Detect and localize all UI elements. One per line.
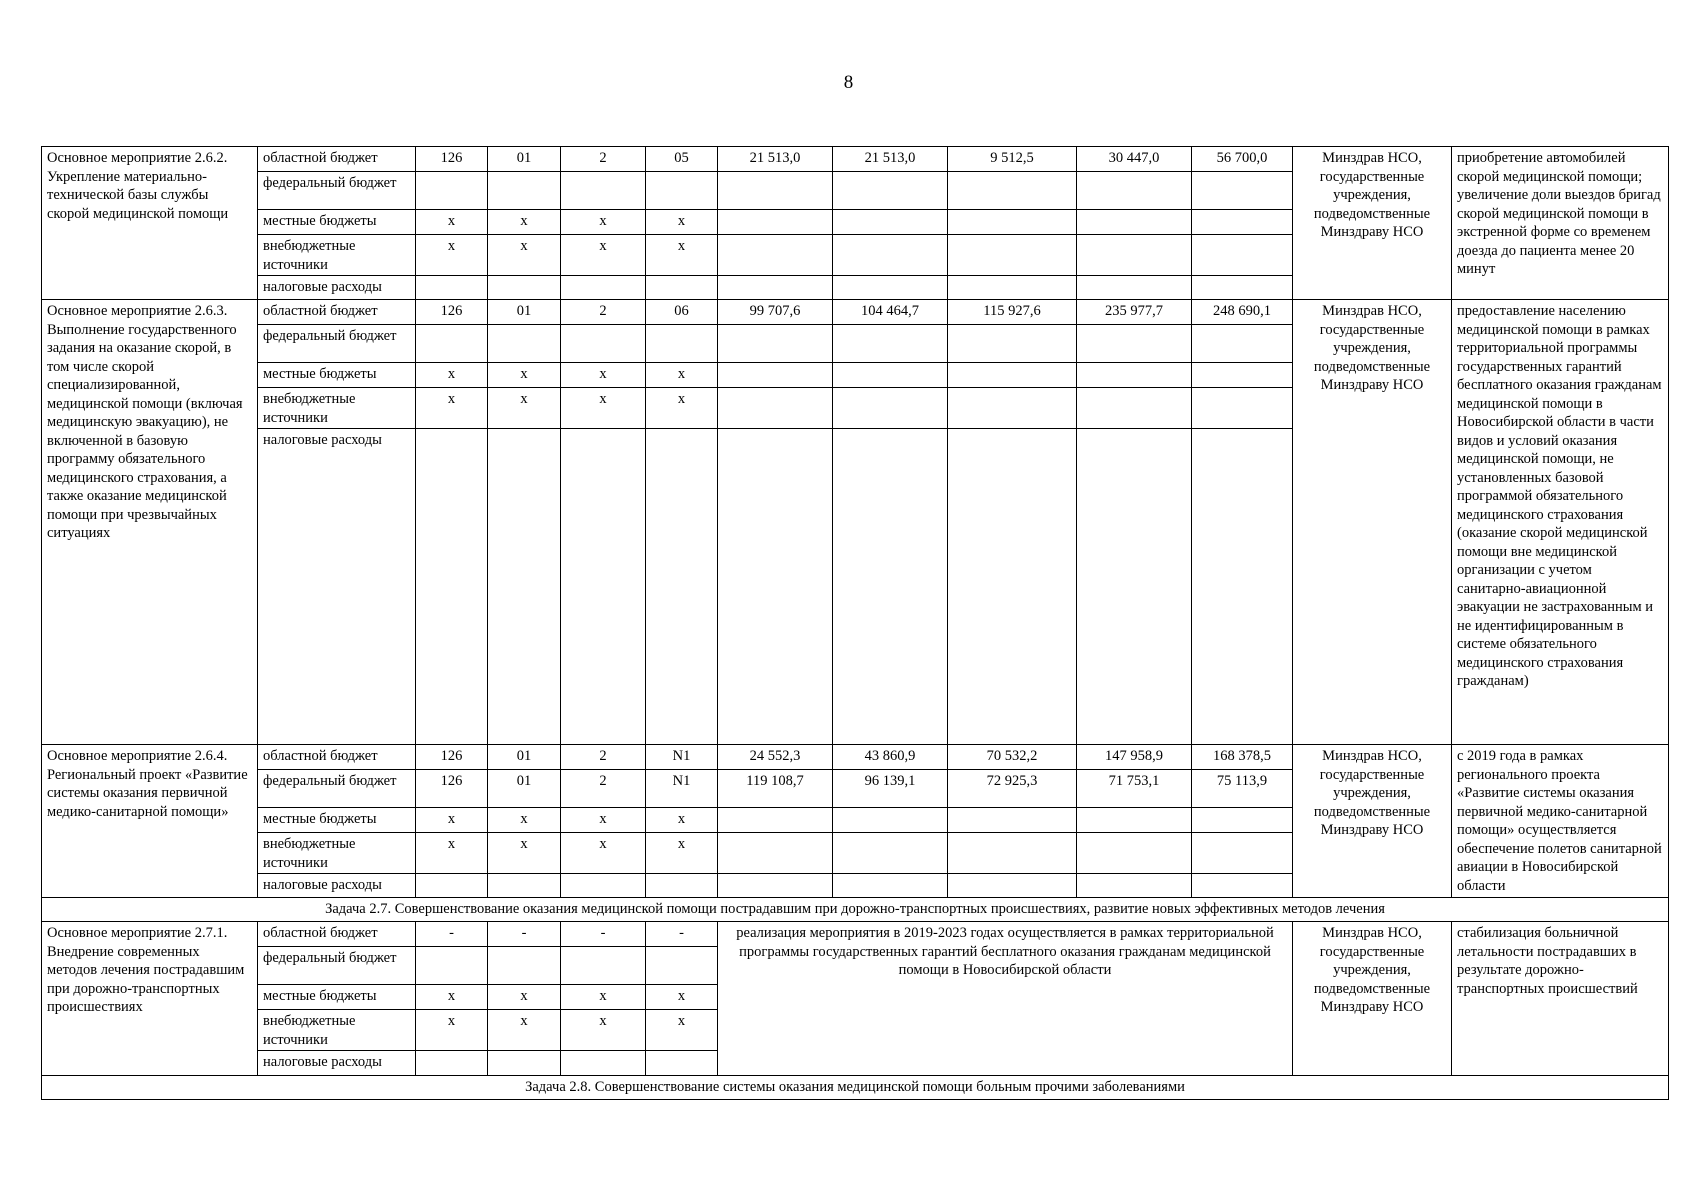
expected-result: приобретение автомобилей скорой медицинской помощи; увеличение доли выездов бригад скорой медицинской помощи в экстренной форме со временем доезда до пациента менее 20 минут	[1452, 147, 1669, 300]
budget-code: -	[561, 922, 646, 947]
funding-value	[948, 808, 1077, 833]
funding-value	[718, 325, 833, 363]
budget-code: 01	[488, 147, 561, 172]
funding-value: 21 513,0	[833, 147, 948, 172]
funding-value	[1077, 172, 1192, 210]
budget-code: x	[416, 808, 488, 833]
budget-code	[561, 874, 646, 898]
funding-source: областной бюджет	[258, 300, 416, 325]
budget-code: x	[488, 388, 561, 429]
funding-value	[1192, 325, 1293, 363]
budget-code: x	[646, 388, 718, 429]
budget-code	[416, 429, 488, 745]
funding-source: налоговые расходы	[258, 429, 416, 745]
budget-code	[561, 1051, 646, 1076]
budget-code	[488, 947, 561, 985]
funding-source: федеральный бюджет	[258, 172, 416, 210]
expected-result: стабилизация больничной летальности пострадавших в результате дорожно-транспортных происшествий	[1452, 922, 1669, 1076]
funding-value	[1192, 808, 1293, 833]
funding-value	[718, 833, 833, 874]
funding-value	[1077, 429, 1192, 745]
budget-code: x	[646, 210, 718, 235]
funding-value: 96 139,1	[833, 770, 948, 808]
funding-value: 168 378,5	[1192, 745, 1293, 770]
budget-code	[488, 172, 561, 210]
funding-value: 43 860,9	[833, 745, 948, 770]
funding-value	[833, 388, 948, 429]
budget-code: x	[646, 235, 718, 276]
funding-value	[948, 429, 1077, 745]
budget-code: 2	[561, 745, 646, 770]
budget-code: x	[561, 388, 646, 429]
event-name: Основное мероприятие 2.7.1. Внедрение современных методов лечения пострадавшим при дорожно-транспортных происшествиях	[42, 922, 258, 1076]
funding-value: 56 700,0	[1192, 147, 1293, 172]
budget-code: x	[488, 363, 561, 388]
funding-value	[1077, 874, 1192, 898]
funding-value	[1077, 388, 1192, 429]
budget-code: x	[561, 985, 646, 1010]
program-events-table	[41, 146, 1669, 1100]
funding-value: 9 512,5	[948, 147, 1077, 172]
table-row	[42, 745, 1669, 770]
funding-source: областной бюджет	[258, 922, 416, 947]
funding-value	[1077, 363, 1192, 388]
funding-value	[833, 833, 948, 874]
task-row	[42, 898, 1669, 922]
budget-code: x	[561, 210, 646, 235]
budget-code: N1	[646, 770, 718, 808]
budget-code: x	[561, 833, 646, 874]
funding-value	[718, 808, 833, 833]
budget-code: 06	[646, 300, 718, 325]
budget-code: 2	[561, 300, 646, 325]
budget-code: 05	[646, 147, 718, 172]
executor: Минздрав НСО, государственные учреждения, подведомственные Минздраву НСО	[1293, 745, 1452, 898]
task-title: Задача 2.8. Совершенствование системы оказания медицинской помощи больным прочими заболеваниями	[42, 1076, 1669, 1100]
budget-code: x	[416, 235, 488, 276]
funding-value	[948, 276, 1077, 300]
funding-value	[1192, 210, 1293, 235]
funding-value	[833, 808, 948, 833]
funding-value: 104 464,7	[833, 300, 948, 325]
table-row	[42, 922, 1669, 947]
budget-code	[646, 325, 718, 363]
budget-code	[561, 429, 646, 745]
budget-code: x	[561, 363, 646, 388]
budget-code	[488, 1051, 561, 1076]
funding-value	[718, 276, 833, 300]
budget-code: -	[488, 922, 561, 947]
funding-source: областной бюджет	[258, 745, 416, 770]
funding-value: 70 532,2	[948, 745, 1077, 770]
budget-code	[416, 874, 488, 898]
funding-value	[1192, 172, 1293, 210]
funding-source: внебюджетные источники	[258, 1010, 416, 1051]
funding-value	[718, 388, 833, 429]
funding-value	[1077, 276, 1192, 300]
funding-source: местные бюджеты	[258, 808, 416, 833]
budget-code: x	[416, 388, 488, 429]
expected-result: с 2019 года в рамках регионального проекта «Развитие системы оказания первичной медико-санитарной помощи» осуществляется обеспечение полетов санитарной авиации в Новосибирской области	[1452, 745, 1669, 898]
funding-value	[1192, 874, 1293, 898]
budget-code	[416, 947, 488, 985]
funding-value: 115 927,6	[948, 300, 1077, 325]
funding-value	[833, 429, 948, 745]
budget-code	[646, 276, 718, 300]
budget-code: x	[561, 235, 646, 276]
event-name: Основное мероприятие 2.6.2. Укрепление материально-технической базы службы скорой медицинской помощи	[42, 147, 258, 300]
budget-code	[646, 874, 718, 898]
funding-source: федеральный бюджет	[258, 770, 416, 808]
budget-code: x	[488, 808, 561, 833]
funding-value	[718, 210, 833, 235]
budget-code: 01	[488, 770, 561, 808]
funding-value: 147 958,9	[1077, 745, 1192, 770]
budget-code	[561, 172, 646, 210]
budget-code: 126	[416, 745, 488, 770]
funding-value	[1077, 808, 1192, 833]
expected-result: предоставление населению медицинской помощи в рамках территориальной программы государственных гарантий бесплатного оказания гражданам медицинской помощи в Новосибирской области в части видов и условий оказания медицинской помощи, не установленных базовой программой обязательного медицинского страхования (оказание скорой медицинской помощи вне медицинской организации с учетом санитарно-авиационной эвакуации не застрахованным и не идентифицированным в системе обязательного медицинского страхования гражданам)	[1452, 300, 1669, 745]
budget-code: x	[416, 210, 488, 235]
budget-code	[416, 1051, 488, 1076]
funding-value	[833, 210, 948, 235]
funding-value	[833, 363, 948, 388]
funding-value	[718, 429, 833, 745]
funding-value	[948, 172, 1077, 210]
task-title: Задача 2.7. Совершенствование оказания медицинской помощи пострадавшим при дорожно-транспортных происшествиях, развитие новых эффективных методов лечения	[42, 898, 1669, 922]
budget-code: x	[488, 985, 561, 1010]
budget-code: 126	[416, 147, 488, 172]
funding-value: 30 447,0	[1077, 147, 1192, 172]
funding-value	[948, 833, 1077, 874]
budget-code: x	[488, 833, 561, 874]
funding-value: 119 108,7	[718, 770, 833, 808]
funding-source: налоговые расходы	[258, 874, 416, 898]
funding-value	[718, 172, 833, 210]
budget-code: -	[416, 922, 488, 947]
budget-code: x	[488, 1010, 561, 1051]
budget-code	[561, 325, 646, 363]
budget-code: x	[488, 210, 561, 235]
funding-value	[948, 388, 1077, 429]
funding-source: налоговые расходы	[258, 276, 416, 300]
funding-value	[833, 276, 948, 300]
executor: Минздрав НСО, государственные учреждения, подведомственные Минздраву НСО	[1293, 922, 1452, 1076]
table-row	[42, 147, 1669, 172]
budget-code: 126	[416, 300, 488, 325]
page-number: 8	[843, 72, 854, 93]
budget-code: x	[561, 808, 646, 833]
funding-value: 24 552,3	[718, 745, 833, 770]
funding-value	[948, 210, 1077, 235]
funding-value	[1077, 235, 1192, 276]
funding-source: федеральный бюджет	[258, 325, 416, 363]
funding-source: местные бюджеты	[258, 985, 416, 1010]
funding-source: внебюджетные источники	[258, 235, 416, 276]
budget-code	[646, 1051, 718, 1076]
budget-code: x	[416, 833, 488, 874]
funding-value	[833, 235, 948, 276]
budget-code	[416, 325, 488, 363]
funding-value	[948, 325, 1077, 363]
funding-value: 71 753,1	[1077, 770, 1192, 808]
funding-value: 248 690,1	[1192, 300, 1293, 325]
event-name: Основное мероприятие 2.6.4. Региональный проект «Развитие системы оказания первичной медико-санитарной помощи»	[42, 745, 258, 898]
funding-source: внебюджетные источники	[258, 388, 416, 429]
budget-code: 2	[561, 147, 646, 172]
funding-source: налоговые расходы	[258, 1051, 416, 1076]
funding-value	[833, 172, 948, 210]
budget-code: -	[646, 922, 718, 947]
funding-value	[948, 363, 1077, 388]
budget-code: x	[488, 235, 561, 276]
budget-code	[488, 429, 561, 745]
funding-value	[1077, 833, 1192, 874]
funding-source: внебюджетные источники	[258, 833, 416, 874]
budget-code: x	[646, 1010, 718, 1051]
budget-code: 126	[416, 770, 488, 808]
funding-value	[1192, 388, 1293, 429]
budget-code: x	[646, 833, 718, 874]
budget-code: x	[646, 808, 718, 833]
funding-value	[1192, 833, 1293, 874]
funding-value	[718, 363, 833, 388]
budget-code	[488, 325, 561, 363]
funding-value: 235 977,7	[1077, 300, 1192, 325]
funding-value	[833, 325, 948, 363]
funding-value: 99 707,6	[718, 300, 833, 325]
table-row	[42, 300, 1669, 325]
executor: Минздрав НСО, государственные учреждения, подведомственные Минздраву НСО	[1293, 300, 1452, 745]
budget-code	[646, 947, 718, 985]
funding-value	[1077, 325, 1192, 363]
budget-code: x	[416, 985, 488, 1010]
budget-code	[646, 429, 718, 745]
budget-code: N1	[646, 745, 718, 770]
event-name: Основное мероприятие 2.6.3. Выполнение государственного задания на оказание скорой, в том числе скорой специализированной, медицинской помощи (включая медицинскую эвакуацию), не включенной в базовую программу обязательного медицинского страхования, а также оказание медицинской помощи при чрезвычайных ситуациях	[42, 300, 258, 745]
funding-value	[1192, 276, 1293, 300]
budget-code: 2	[561, 770, 646, 808]
budget-code: x	[646, 363, 718, 388]
funding-value	[948, 874, 1077, 898]
budget-code: 01	[488, 300, 561, 325]
funding-value	[833, 874, 948, 898]
funding-source: областной бюджет	[258, 147, 416, 172]
budget-code	[488, 276, 561, 300]
funding-value: 21 513,0	[718, 147, 833, 172]
budget-code	[646, 172, 718, 210]
executor: Минздрав НСО, государственные учреждения, подведомственные Минздраву НСО	[1293, 147, 1452, 300]
budget-code: x	[561, 1010, 646, 1051]
funding-value	[718, 874, 833, 898]
funding-source: местные бюджеты	[258, 210, 416, 235]
funding-source: местные бюджеты	[258, 363, 416, 388]
budget-code: x	[416, 1010, 488, 1051]
budget-code: x	[416, 363, 488, 388]
funding-value: 75 113,9	[1192, 770, 1293, 808]
funding-source: федеральный бюджет	[258, 947, 416, 985]
budget-code	[488, 874, 561, 898]
task-row	[42, 1076, 1669, 1100]
funding-value	[948, 235, 1077, 276]
table-body	[42, 147, 1669, 1100]
budget-code: 01	[488, 745, 561, 770]
funding-value	[1077, 210, 1192, 235]
funding-value: 72 925,3	[948, 770, 1077, 808]
funding-value	[1192, 429, 1293, 745]
budget-code	[561, 276, 646, 300]
budget-code	[416, 276, 488, 300]
funding-value	[1192, 363, 1293, 388]
budget-code	[561, 947, 646, 985]
budget-code	[416, 172, 488, 210]
budget-code: x	[646, 985, 718, 1010]
funding-value	[718, 235, 833, 276]
implementation-note: реализация мероприятия в 2019-2023 годах осуществляется в рамках территориальной программы государственных гарантий бесплатного оказания гражданам медицинской помощи в Новосибирской области	[718, 922, 1293, 1076]
funding-value	[1192, 235, 1293, 276]
